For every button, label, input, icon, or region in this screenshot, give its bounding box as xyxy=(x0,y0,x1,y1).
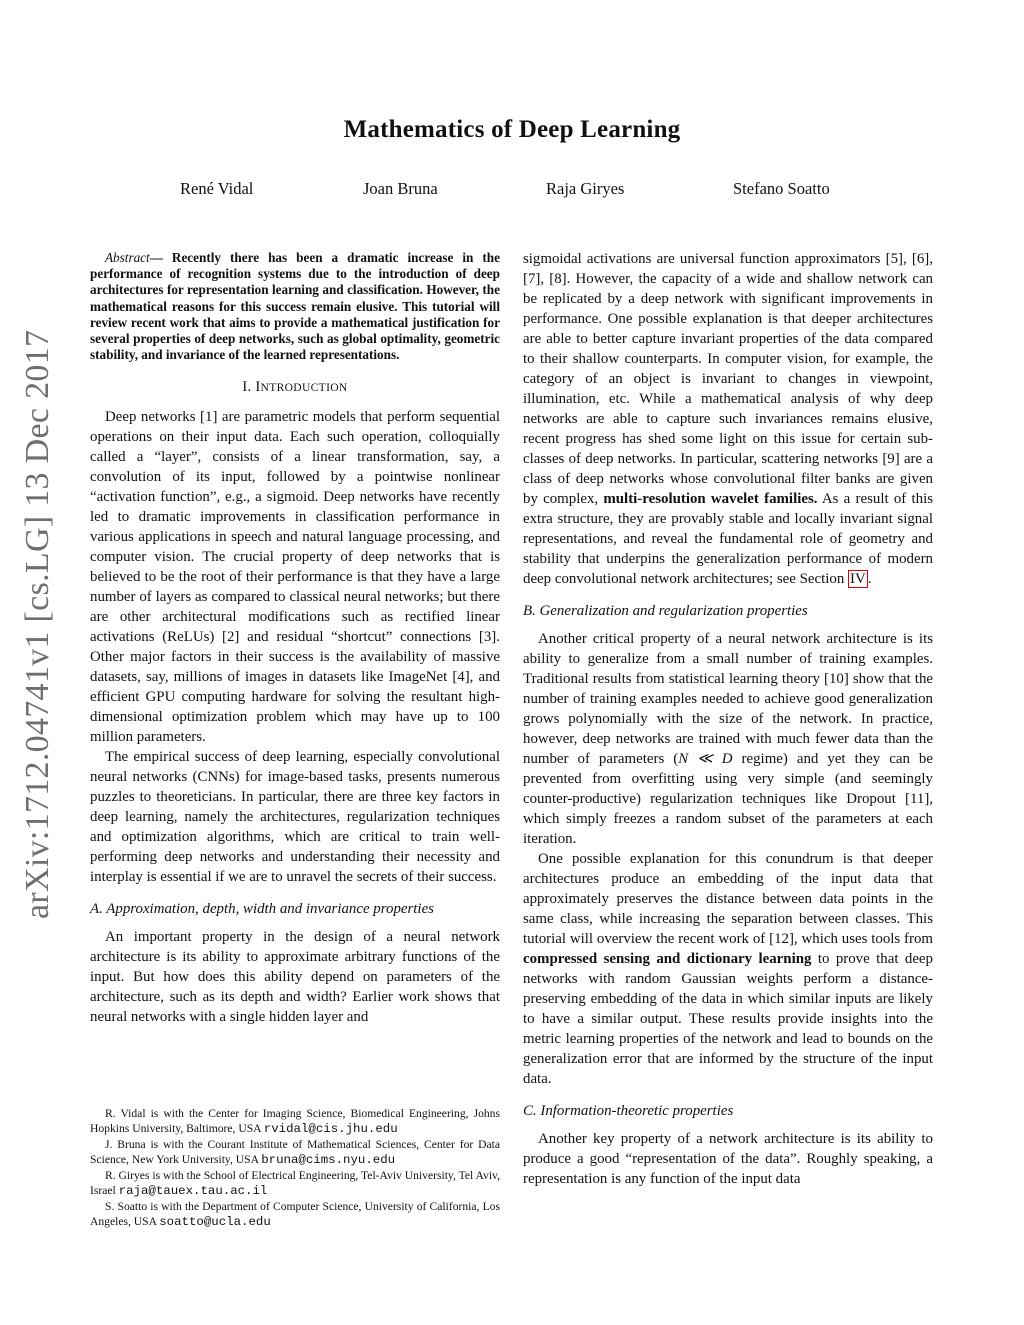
footnote-text: J. Bruna is with the Courant Institute of Mathematical Sciences, Center for Data Science, New York University, USA xyxy=(90,1138,500,1166)
text-run: As a result of this extra structure, they are provably stable and locally invariant signal representations, and reveal the fundamental role of geometry and stability that underpins the generalization performance of modern deep convolutional network architectures; see Section xyxy=(523,491,933,587)
text-run: Another critical property of a neural network architecture is its ability to generalize from a small number of training examples. Traditional results from statistical learning theory [10] show that the number of training examples needed to achieve good generalization grows polynomially with the size of the network. In practice, however, deep networks are trained with much fewer data than the number of parameters ( xyxy=(523,631,933,767)
email-link[interactable]: soatto@ucla.edu xyxy=(159,1215,271,1229)
author-soatto: Stefano Soatto xyxy=(733,179,830,198)
email-link[interactable]: bruna@cims.nyu.edu xyxy=(261,1153,396,1167)
subsection-a-paragraph-1: An important property in the design of a neural network architecture is its ability to approximate arbitrary functions of the input. But how does this ability depend on parameters of the architecture, such as its depth and width? Earlier work shows that neural networks with a single hidden layer and xyxy=(90,929,500,1026)
bold-phrase: compressed sensing and dictionary learning xyxy=(523,951,812,967)
author-giryes: Raja Giryes xyxy=(546,179,625,198)
intro-paragraph-2: The empirical success of deep learning, especially convolutional neural networks (CNNs) for image-based tasks, presents numerous puzzles to theoreticians. In particular, there are three key factors in deep learning, namely the architectures, regularization techniques and optimization algorithms, which are critical to train well-performing deep networks and understanding their necessity and interplay is essential if we are to unravel the secrets of their success. xyxy=(90,749,500,886)
subsection-b-paragraph-2 xyxy=(523,849,933,1089)
footnote-text: R. Giryes is with the School of Electrical Engineering, Tel-Aviv University, Tel Aviv, Israel xyxy=(90,1169,500,1197)
subsection-heading-a: A. Approximation, depth, width and invariance properties xyxy=(90,901,434,918)
bold-phrase: multi-resolution wavelet families. xyxy=(603,491,818,507)
subsection-b-paragraph-1 xyxy=(523,629,933,849)
footnote-vidal xyxy=(90,1106,500,1137)
text-run: regime) and yet they can be prevented from overfitting using very simple (and seemingly counter-productive) regularization techniques like Dropout [11], which simply freezes a random subset of the parameters at each iteration. xyxy=(523,751,933,847)
text-run: One possible explanation for this conundrum is that deeper architectures produce an embedding of the input data that approximately preserves the distance between data points in the same class, while increasing the separation between classes. This tutorial will overview the recent work of [12], which uses tools from xyxy=(523,851,933,947)
author-footnotes xyxy=(90,1106,500,1230)
text-run: . xyxy=(867,571,872,587)
section-number: I. xyxy=(242,379,256,396)
right-column xyxy=(523,249,933,1189)
left-column xyxy=(90,250,500,1027)
section-title-rest: NTRODUCTION xyxy=(260,381,348,395)
subsection-heading-c: C. Information-theoretic properties xyxy=(523,1103,734,1119)
text-run: sigmoidal activations are universal function approximators [5], [6], [7], [8]. However, the capacity of a wide and shallow network can be replicated by a deep network with significant improvements in performance. One possible explanation is that deeper architectures are able to better capture invariant properties of the data compared to their shallow counterparts. In computer vision, for example, the category of an object is invariant to changes in viewpoint, illumination, etc. While a mathematical analysis of why deep networks are able to capture such invariances remains elusive, recent progress has shed some light on this issue for certain sub-classes of deep networks. In particular, scattering networks [9] are a class of deep networks whose convolutional filter banks are given by complex, xyxy=(523,251,933,507)
intro-paragraph-1: Deep networks [1] are parametric models that perform sequential operations on their input data. Each such operation, colloquially called a “layer”, consists of a linear transformation, say, a convolution of its input, followed by a pointwise nonlinear “activation function”, e.g., a sigmoid. Deep networks have recently led to dramatic improvements in classification performance in various applications in speech and natural language processing, and computer vision. The crucial property of deep networks that is believed to be the root of their performance is that they have a large number of layers as compared to classical neural networks; but there are other architectural modifications such as rectified linear activations (ReLUs) [2] and residual “shortcut” connections [3]. Other major factors in their success is the availability of massive datasets, say, millions of images in datasets like ImageNet [4], and efficient GPU computing hardware for solving the resultant high-dimensional optimization problem which may have up to 100 million parameters. xyxy=(90,409,500,746)
footnote-text: S. Soatto is with the Department of Computer Science, University of California, Los Angeles, USA xyxy=(90,1200,500,1228)
abstract-label: Abstract xyxy=(105,250,150,265)
arxiv-identifier[interactable]: arXiv:1712.04741v1 [cs.LG] 13 Dec 2017 xyxy=(19,329,56,919)
abstract xyxy=(90,250,500,363)
abstract-text: — Recently there has been a dramatic increase in the performance of recognition systems due to the introduction of deep architectures for representation learning and classification. However, the mathematical reasons for this success remain elusive. This tutorial will review recent work that aims to provide a mathematical justification for several properties of deep networks, such as global optimality, geometric stability, and invariance of the learned representations. xyxy=(90,250,500,363)
subsection-c-paragraph-1: Another key property of a network architecture is its ability to produce a good “representation of the data”. Roughly speaking, a representation is any function of the input data xyxy=(523,1131,933,1187)
footnote-soatto xyxy=(90,1199,500,1230)
section-title-initial: I xyxy=(255,379,261,396)
section-heading-introduction xyxy=(90,377,500,398)
math-n-much-less-d: N ≪ D xyxy=(678,751,733,767)
email-link[interactable]: rvidal@cis.jhu.edu xyxy=(263,1122,398,1136)
paper-title: Mathematics of Deep Learning xyxy=(343,116,681,143)
text-run: to prove that deep networks with random Gaussian weights perform a distance-preserving embedding of the data in which similar inputs are likely to have a similar output. These results provide insights into the metric learning properties of the network and lead to bounds on the generalization error that are informed by the structure of the input data. xyxy=(523,951,933,1087)
email-link[interactable]: raja@tauex.tau.ac.il xyxy=(118,1184,268,1198)
author-vidal: René Vidal xyxy=(180,179,254,198)
subsection-heading-b: B. Generalization and regularization properties xyxy=(523,603,808,619)
footnote-bruna xyxy=(90,1137,500,1168)
footnote-text: R. Vidal is with the Center for Imaging Science, Biomedical Engineering, Johns Hopkins University, Baltimore, USA xyxy=(90,1107,500,1135)
subsection-a-paragraph-1-continued xyxy=(523,249,933,589)
author-bruna: Joan Bruna xyxy=(363,179,438,198)
section-iv-link[interactable]: IV xyxy=(850,571,866,587)
footnote-giryes xyxy=(90,1168,500,1199)
